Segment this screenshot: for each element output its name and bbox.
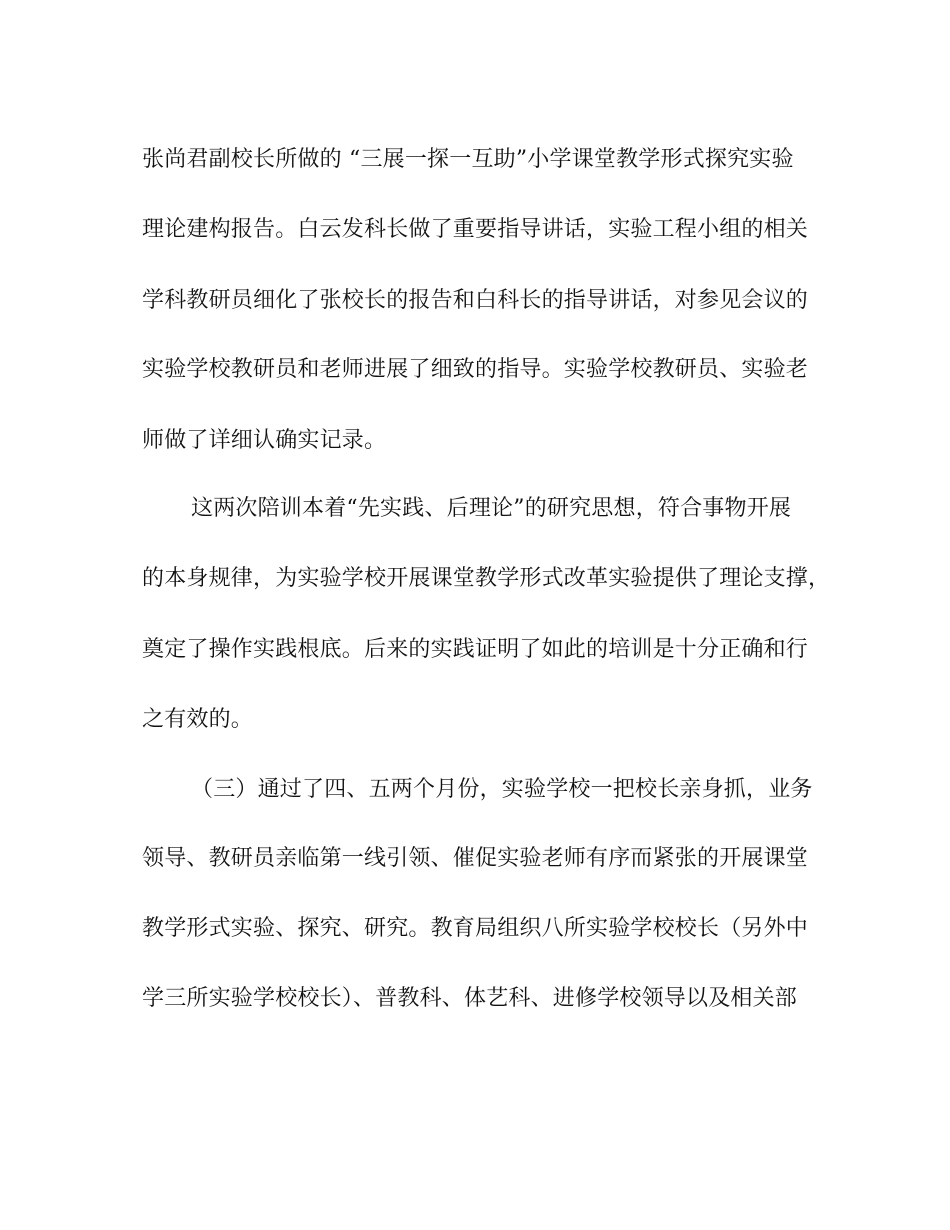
paragraph-line-4: 实验学校教研员和老师进展了细致的指导。实验学校教研员、实验老 [142, 357, 809, 382]
paragraph-line-9: 之有效的。 [142, 707, 254, 732]
paragraph-line-3: 学科教研员细化了张校长的报告和白科长的指导讲话，对参见会议的 [142, 288, 809, 313]
paragraph-line-11: 领导、教研员亲临第一线引领、催促实验老师有序而紧张的开展课堂 [142, 846, 809, 871]
paragraph-line-7: 的本身规律，为实验学校开展课堂教学形式改革实验提供了理论支撑， [142, 566, 831, 591]
paragraph-line-2: 理论建构报告。白云发科长做了重要指导讲话，实验工程小组的相关 [142, 217, 809, 242]
paragraph-line-12: 教学形式实验、探究、研究。教育局组织八所实验学校校长（另外中 [142, 916, 809, 941]
paragraph-line-1: 张尚君副校长所做的 “三展一探一互助”小学课堂教学形式探究实验 [142, 147, 794, 172]
paragraph-line-10: （三）通过了四、五两个月份，实验学校一把校长亲身抓，业务 [191, 777, 813, 802]
paragraph-line-6: 这两次陪训本着“先实践、后理论”的研究思想，符合事物开展 [191, 496, 792, 521]
paragraph-line-8: 奠定了操作实践根底。后来的实践证明了如此的培训是十分正确和行 [142, 637, 809, 662]
paragraph-line-5: 师做了详细认确实记录。 [142, 428, 387, 453]
paragraph-line-13: 学三所实验学校校长）、普教科、体艺科、进修学校领导以及相关部 [142, 986, 798, 1011]
